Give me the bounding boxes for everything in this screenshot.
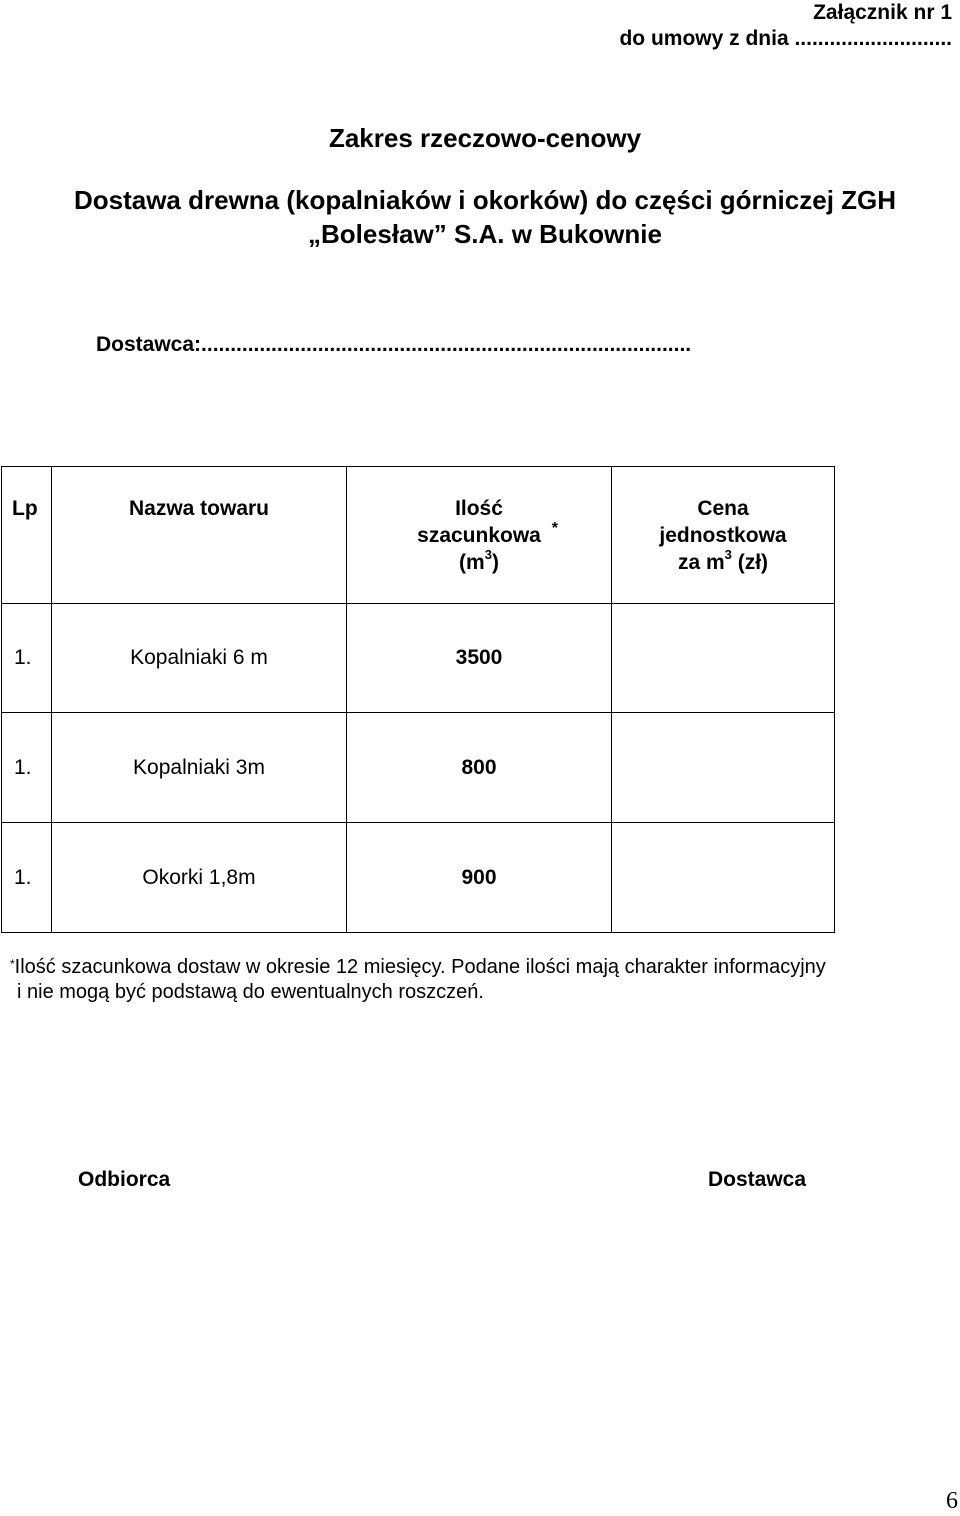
footnote-line-2: i nie mogą być podstawą do ewentualnych roszczeń. <box>17 981 484 1003</box>
annex-header <box>619 0 952 52</box>
row-lp: 1. <box>2 604 52 713</box>
header-price <box>612 467 835 604</box>
price-unit-post: (zł) <box>731 550 769 574</box>
qty-unit-pre: (m <box>459 550 485 574</box>
header-qty-line-1: Ilość <box>455 496 503 520</box>
page-number: 6 <box>946 1488 958 1514</box>
header-price-line-3 <box>612 546 834 576</box>
header-qty-line-3 <box>347 546 611 576</box>
goods-table <box>1 466 835 933</box>
qty-unit-post: ) <box>491 550 499 574</box>
table-row <box>2 823 835 933</box>
footnote-star: * <box>10 957 15 971</box>
row-lp: 1. <box>2 713 52 823</box>
footnote-line-1 <box>10 955 955 980</box>
header-qty-line-2: szacunkowa <box>417 523 541 547</box>
document-subtitle <box>0 183 960 251</box>
signature-supplier: Dostawca <box>708 1168 807 1191</box>
supplier-dots: .................................................................................... <box>201 333 692 356</box>
row-lp: 1. <box>2 823 52 933</box>
row-price-input[interactable] <box>612 604 835 713</box>
supplier-label: Dostawca: <box>96 333 202 356</box>
header-name: Nazwa towaru <box>52 467 347 604</box>
row-name: Okorki 1,8m <box>52 823 347 933</box>
price-unit-pre: za m <box>677 550 725 574</box>
supplier-line <box>96 331 691 359</box>
subtitle-text: Dostawa drewna (kopalniaków i okorków) do części górniczej ZGH „Bolesław” S.A. w Bukownie <box>73 185 897 249</box>
qty-footnote-star: * <box>551 520 558 537</box>
document-title: Zakres rzeczowo-cenowy <box>328 123 642 153</box>
table-header-row <box>2 467 835 604</box>
row-quantity: 3500 <box>347 604 612 713</box>
row-price-input[interactable] <box>612 713 835 823</box>
table-row <box>2 604 835 713</box>
footnote <box>10 955 955 1005</box>
table-row <box>2 713 835 823</box>
price-unit-sup: 3 <box>724 546 732 562</box>
signature-recipient: Odbiorca <box>78 1168 171 1191</box>
qty-unit-sup: 3 <box>484 546 492 562</box>
row-name: Kopalniaki 6 m <box>52 604 347 713</box>
row-name: Kopalniaki 3m <box>52 713 347 823</box>
header-price-line-2: jednostkowa <box>659 523 787 547</box>
header-lp: Lp <box>2 467 52 604</box>
row-quantity: 800 <box>347 713 612 823</box>
annex-line-1: Załącznik nr 1 <box>813 1 952 24</box>
header-price-line-1: Cena <box>697 496 749 520</box>
header-quantity <box>347 467 612 604</box>
annex-line-2: do umowy z dnia ........................... <box>619 27 952 50</box>
row-price-input[interactable] <box>612 823 835 933</box>
footnote-text-1: Ilość szacunkowa dostaw w okresie 12 miesięcy. Podane ilości mają charakter informacyjny <box>14 956 826 978</box>
row-quantity: 900 <box>347 823 612 933</box>
